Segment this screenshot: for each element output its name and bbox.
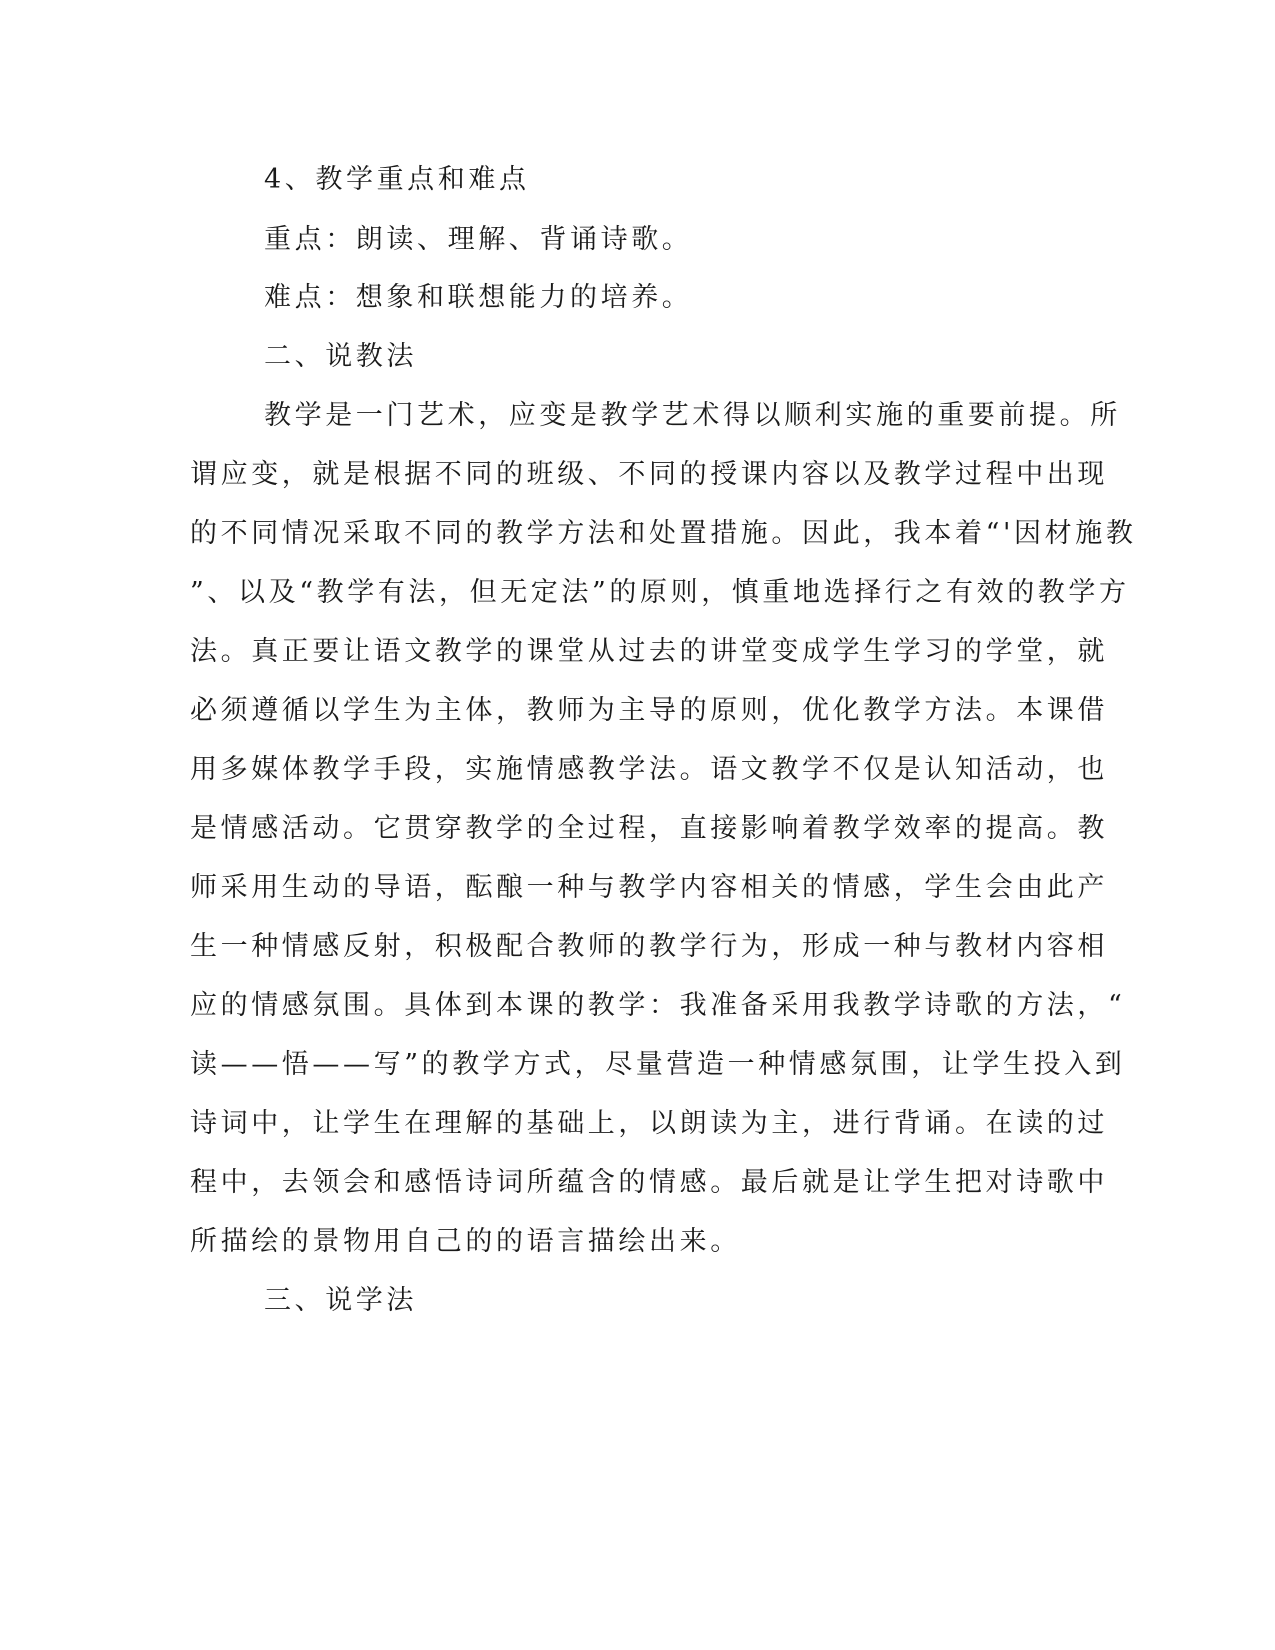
paragraph-line: 谓应变，就是根据不同的班级、不同的授课内容以及教学过程中出现 [190,459,1108,490]
paragraph-line: 应的情感氛围。具体到本课的教学：我准备采用我教学诗歌的方法，“ [190,990,1126,1021]
heading-teaching-focus: 4、教学重点和难点 [264,164,530,195]
paragraph-line: 生一种情感反射，积极配合教师的教学行为，形成一种与教材内容相 [190,931,1108,962]
difficulty-text: 难点：想象和联想能力的培养。 [264,282,693,313]
paragraph-line: 是情感活动。它贯穿教学的全过程，直接影响着教学效率的提高。教 [190,813,1108,844]
paragraph-line: 教学是一门艺术，应变是教学艺术得以顺利实施的重要前提。所 [264,400,1121,431]
paragraph-line: 师采用生动的导语，酝酿一种与教学内容相关的情感，学生会由此产 [190,872,1108,903]
paragraph-line-last: 所描绘的景物用自己的的语言描绘出来。 [190,1226,741,1257]
section-heading-teaching-method: 二、说教法 [264,341,417,372]
paragraph-line: 读——悟——写”的教学方式，尽量营造一种情感氛围，让学生投入到 [190,1049,1126,1080]
section-heading-learning-method: 三、说学法 [264,1285,417,1316]
paragraph-line: 法。真正要让语文教学的课堂从过去的讲堂变成学生学习的学堂，就 [190,636,1108,667]
paragraph-line: 必须遵循以学生为主体，教师为主导的原则，优化教学方法。本课借 [190,695,1108,726]
paragraph-line: 用多媒体教学手段，实施情感教学法。语文教学不仅是认知活动，也 [190,754,1108,785]
focus-text: 重点：朗读、理解、背诵诗歌。 [264,224,693,255]
paragraph-line: 的不同情况采取不同的教学方法和处置措施。因此，我本着“'因材施教 [190,518,1137,549]
paragraph-line: 诗词中，让学生在理解的基础上，以朗读为主，进行背诵。在读的过 [190,1108,1108,1139]
paragraph-line: ”、以及“教学有法，但无定法”的原则，慎重地选择行之有效的教学方 [190,577,1130,608]
paragraph-line: 程中，去领会和感悟诗词所蕴含的情感。最后就是让学生把对诗歌中 [190,1167,1108,1198]
